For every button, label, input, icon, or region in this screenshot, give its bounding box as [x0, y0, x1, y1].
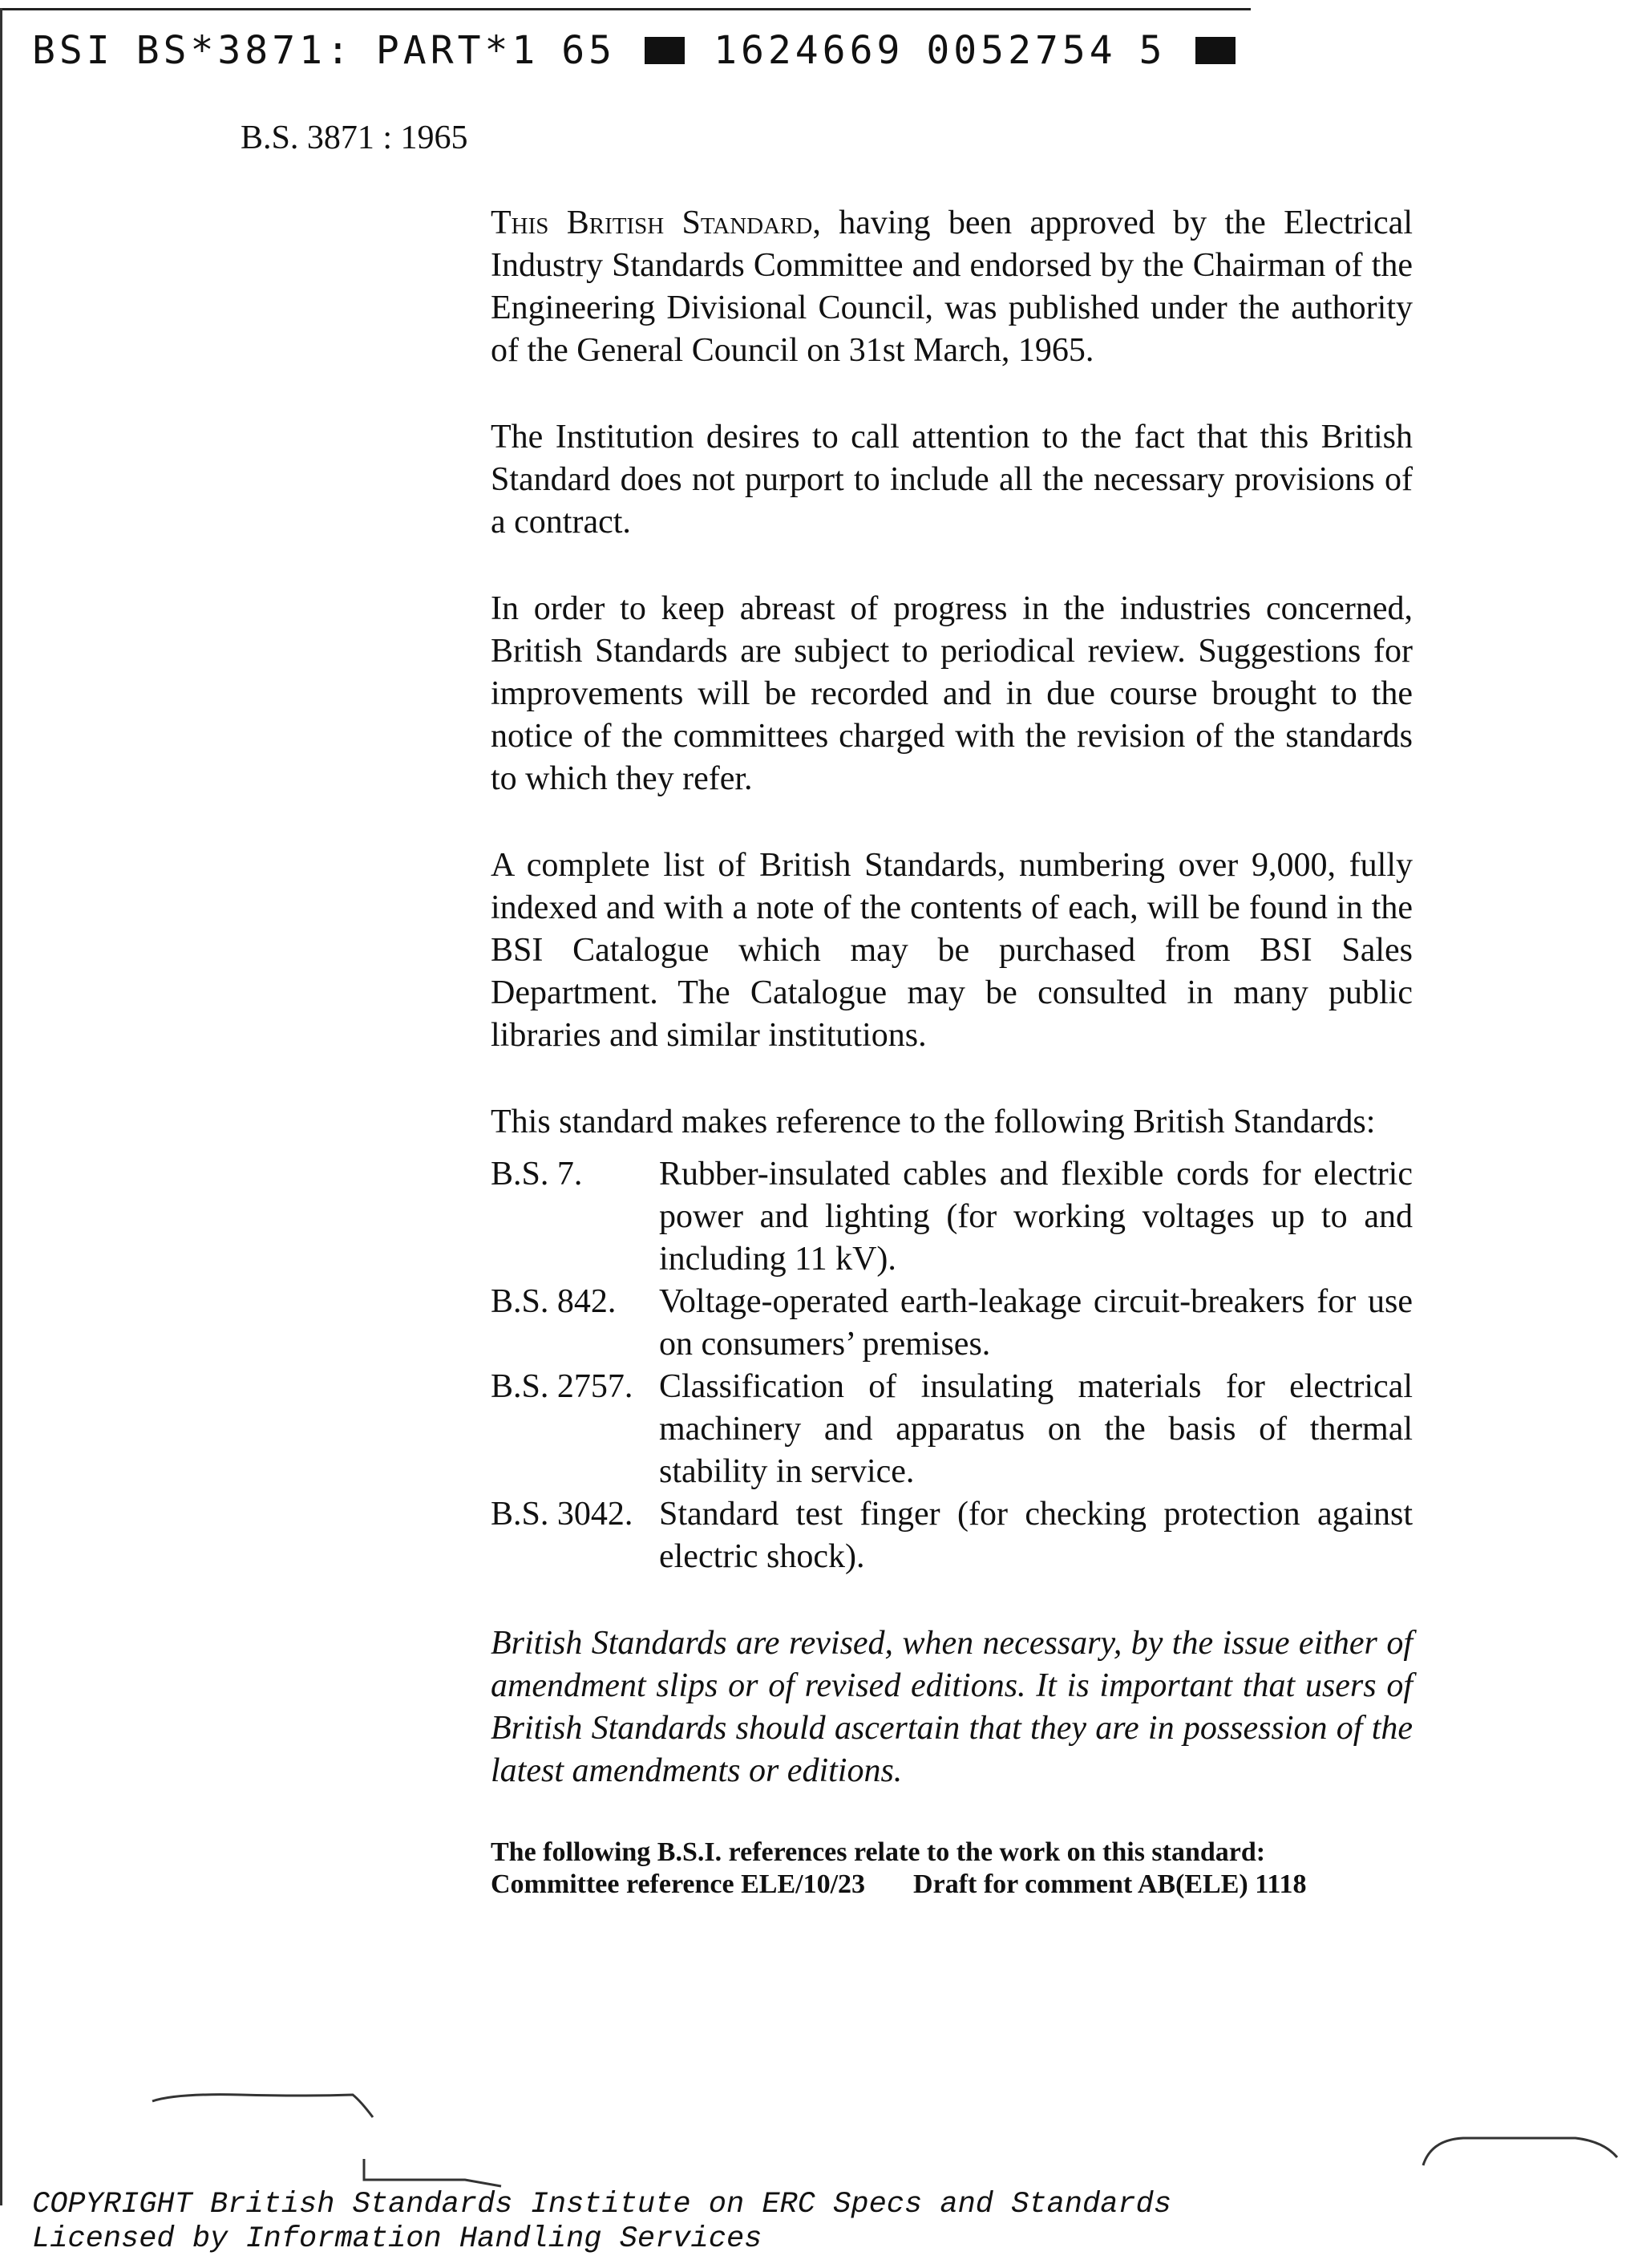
references-list	[491, 1153, 1413, 1578]
bsi-references-line	[491, 1869, 1413, 1901]
header-segment: BS*3871:	[135, 28, 354, 73]
top-border-line	[0, 8, 1251, 10]
references-intro: This standard makes reference to the following British Standards:	[491, 1104, 1376, 1140]
draft-reference: Draft for comment AB(ELE) 1118	[913, 1869, 1307, 1899]
contract-notice-paragraph: The Institution desires to call attention to the fact that this British Standard does not purport to include all the necessary provisions of a contract.	[491, 419, 1413, 541]
header-id-strip	[32, 22, 1604, 79]
standard-id: B.S. 3871 : 1965	[241, 119, 468, 156]
reference-number: B.S. 2757.	[491, 1368, 633, 1405]
copyright-line: COPYRIGHT British Standards Institute on ERC Specs and Standards	[32, 2188, 1172, 2221]
reference-title: Rubber-insulated cables and flexible cords for electric power and lighting (for working voltages up to and including 11 kV).	[659, 1156, 1413, 1278]
header-code: 1624669	[714, 28, 904, 73]
header-segment: PART*1	[375, 28, 540, 73]
header-segment: BSI	[32, 28, 114, 73]
header-code: 0052754	[926, 28, 1117, 73]
black-block-mark	[645, 37, 685, 64]
license-line: Licensed by Information Handling Services	[32, 2222, 762, 2256]
approval-lead: This British Standard,	[491, 205, 821, 241]
review-paragraph: In order to keep abreast of progress in the industries concerned, British Standards are subject to periodical review. Suggestions for improvements will be recorded and in due course brought to the notice of the committees charged with the revision of the standards to which they refer.	[491, 590, 1413, 797]
bsi-references-intro: The following B.S.I. references relate to the work on this standard:	[491, 1837, 1266, 1867]
reference-number: B.S. 842.	[491, 1283, 617, 1320]
scan-scribble-mark	[144, 2085, 385, 2141]
list-item	[491, 1366, 1413, 1493]
list-item	[491, 1281, 1413, 1366]
reference-title: Standard test finger (for checking protection against electric shock).	[659, 1496, 1413, 1575]
left-border-line	[0, 8, 2, 2205]
reference-number: B.S. 7.	[491, 1156, 583, 1193]
black-block-mark	[1195, 37, 1236, 64]
reference-title: Voltage-operated earth-leakage circuit-breakers for use on consumers’ premises.	[659, 1283, 1413, 1363]
revision-note: British Standards are revised, when necessary, by the issue either of amendment slips or of revised editions. It is important that users of British Standards should ascertain that they are in possession of the latest amendments or editions.	[491, 1625, 1413, 1789]
bsi-references	[491, 1837, 1413, 1901]
scan-curve-mark	[1415, 2125, 1624, 2181]
reference-number: B.S. 3042.	[491, 1496, 633, 1533]
copyright-footer	[32, 2188, 1171, 2257]
list-item	[491, 1493, 1413, 1578]
list-item	[491, 1153, 1413, 1281]
header-segment: 65	[561, 28, 617, 73]
approval-paragraph	[491, 202, 1413, 372]
reference-title: Classification of insulating materials for electrical machinery and apparatus on the basis of thermal stability in service.	[659, 1368, 1413, 1490]
committee-reference: Committee reference ELE/10/23	[491, 1869, 866, 1899]
header-code: 5	[1138, 28, 1167, 73]
document-body	[491, 202, 1413, 1901]
catalogue-paragraph: A complete list of British Standards, numbering over 9,000, fully indexed and with a note of the contents of each, will be found in the BSI Catalogue which may be purchased from BSI Sales Department. The Catalogue may be consulted in many public libraries and similar institutions.	[491, 847, 1413, 1054]
approval-text: having been approved by the Electrical Industry Standards Committee and endorsed by the Chairman of the Engineering Divisional Council, was published under the authority of the General Council on 31st March, 1965.	[491, 205, 1413, 369]
